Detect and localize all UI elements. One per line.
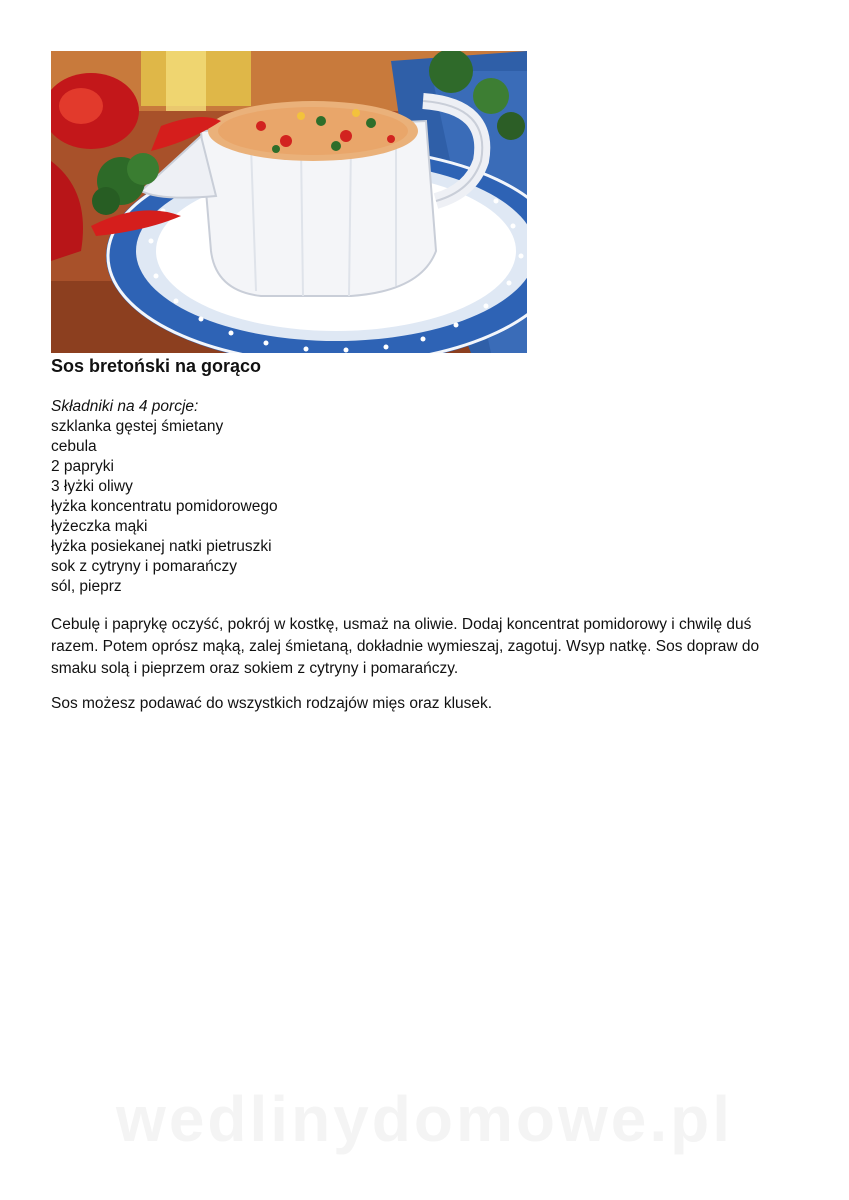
recipe-title: Sos bretoński na gorąco — [51, 356, 262, 376]
ingredient-item: cebula — [51, 438, 97, 455]
ingredient-item: szklanka gęstej śmietany — [51, 418, 224, 435]
ingredient-item: łyżeczka mąki — [51, 518, 148, 535]
instructions-paragraph: Cebulę i paprykę oczyść, pokrój w kostkę, usmaż na oliwie. Dodaj koncentrat pomidorowy i chwilę duś razem. Potem oprósz mąką, zalej śmietaną, dokładnie wymieszaj, zagotuj. Wsyp natkę. Sos dopraw do smaku solą i pieprzem oraz sokiem z cytryny i pomarańczy. — [51, 616, 760, 677]
ingredient-item: łyżka posiekanej natki pietruszki — [51, 538, 272, 555]
ingredient-item: łyżka koncentratu pomidorowego — [51, 498, 278, 515]
ingredient-item: 3 łyżki oliwy — [51, 478, 133, 495]
recipe-photo — [51, 51, 527, 353]
watermark: wedlinydomowe.pl — [116, 1083, 733, 1155]
ingredients-heading: Składniki na 4 porcje: — [51, 398, 199, 415]
ingredients-list — [51, 397, 278, 597]
ingredient-item: 2 papryki — [51, 458, 114, 475]
serving-note: Sos możesz podawać do wszystkich rodzajów mięs oraz klusek. — [51, 695, 493, 712]
ingredient-item: sok z cytryny i pomarańczy — [51, 558, 238, 575]
ingredient-item: sól, pieprz — [51, 578, 122, 595]
